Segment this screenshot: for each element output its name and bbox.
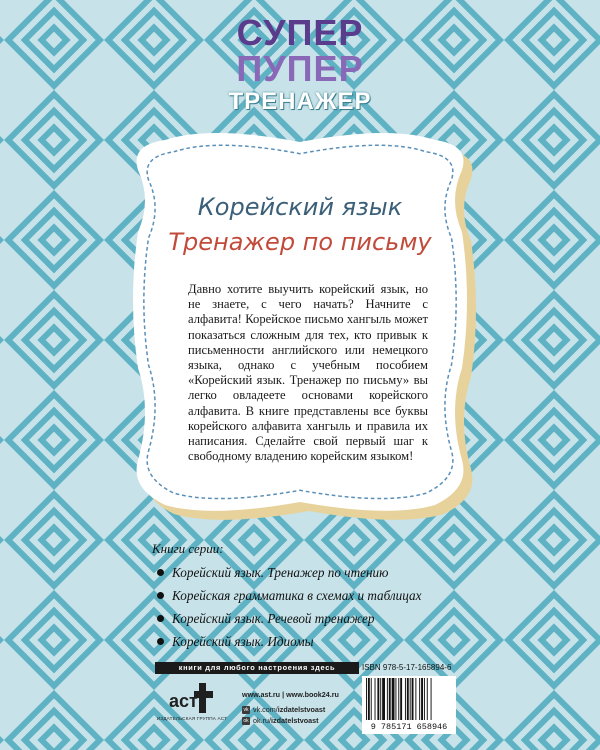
bullet-icon [157,638,164,645]
vk-icon: vk [243,707,249,714]
publisher-logo-text: аст [169,691,198,711]
barcode-bar [371,678,372,720]
barcode-bar [421,678,423,720]
publisher-websites: www.ast.ru | www.book24.ru [242,690,339,699]
barcode [362,676,456,734]
vk-handle: izdatelstvoast [277,705,326,715]
barcode-bar [415,678,416,720]
barcode-bar [392,678,395,720]
isbn: ISBN 978-5-17-165894-6 [362,663,452,672]
series-books-heading: Книги серии: [152,541,224,556]
barcode-bar [395,678,396,720]
publisher-name: ИЗДАТЕЛЬСКАЯ ГРУППА АСТ [156,716,228,721]
barcode-bar [382,678,385,720]
list-item [152,584,482,607]
barcode-bar [405,678,406,720]
book-title: Корейская грамматика в схемах и таблицах [172,588,422,603]
barcode-digits: 9 785171 658946 [370,722,448,732]
list-item [152,630,482,653]
ok-icon: ok [243,718,249,725]
bullet-icon [157,615,164,622]
barcode-bar [407,678,409,720]
series-logo-line-1: СУПЕР [236,12,364,53]
ok-handle: izdatelstvoast [270,716,319,726]
book-description: Давно хотите выучить корейский язык, но не знаете, с чего начать? Начните с алфавита! Корейское письмо хангыль может показаться сложным для тех, кто привык к письменности английского или немецкого языка, однако с учебным пособием «Корейский язык. Тренажер по письму» вы легко овладеете основами корейского алфавита. В книге представлены все буквы корейского алфавита хангыль и правила их написания. Сделайте свой первый шаг к свободному владению корейским языком! [188,282,428,464]
barcode-bar [368,678,370,720]
series-books-list-block [152,541,482,653]
bullet-icon [157,592,164,599]
book-title-line-1: Корейский язык [197,193,403,221]
barcode-bar [412,678,414,720]
ok-prefix: ok.ru/ [253,716,271,726]
book-title: Корейский язык. Тренажер по чтению [172,565,389,580]
series-logo-line-3: ТРЕНАЖЕР [228,88,372,115]
barcode-bar [398,678,399,720]
list-item [152,561,482,584]
book-title: Корейский язык. Речевой тренажер [172,611,375,626]
series-logo-line-2: ПУПЕР [236,48,364,89]
barcode-bar [380,678,381,720]
bullet-icon [157,569,164,576]
barcode-bar [410,678,411,720]
barcode-bar [400,678,402,720]
barcode-bar [431,678,432,720]
publisher-logo [168,680,214,714]
barcode-bar [366,678,367,720]
barcode-bar [387,678,388,720]
list-item [152,607,482,630]
barcode-bar [419,678,420,720]
tagline-bar: книги для любого настроения здесь [155,662,359,674]
series-books-list [152,561,482,653]
barcode-bar [377,678,379,720]
barcode-bar [375,678,376,720]
barcode-bar [427,678,428,720]
barcode-bar [424,678,425,720]
vk-prefix: vk.com/ [253,705,278,715]
social-ok [242,715,319,727]
book-title-line-2: Тренажер по письму [168,228,432,256]
book-title: Корейский язык. Идиомы [172,634,314,649]
barcode-icon [362,676,456,722]
barcode-bar [389,678,391,720]
